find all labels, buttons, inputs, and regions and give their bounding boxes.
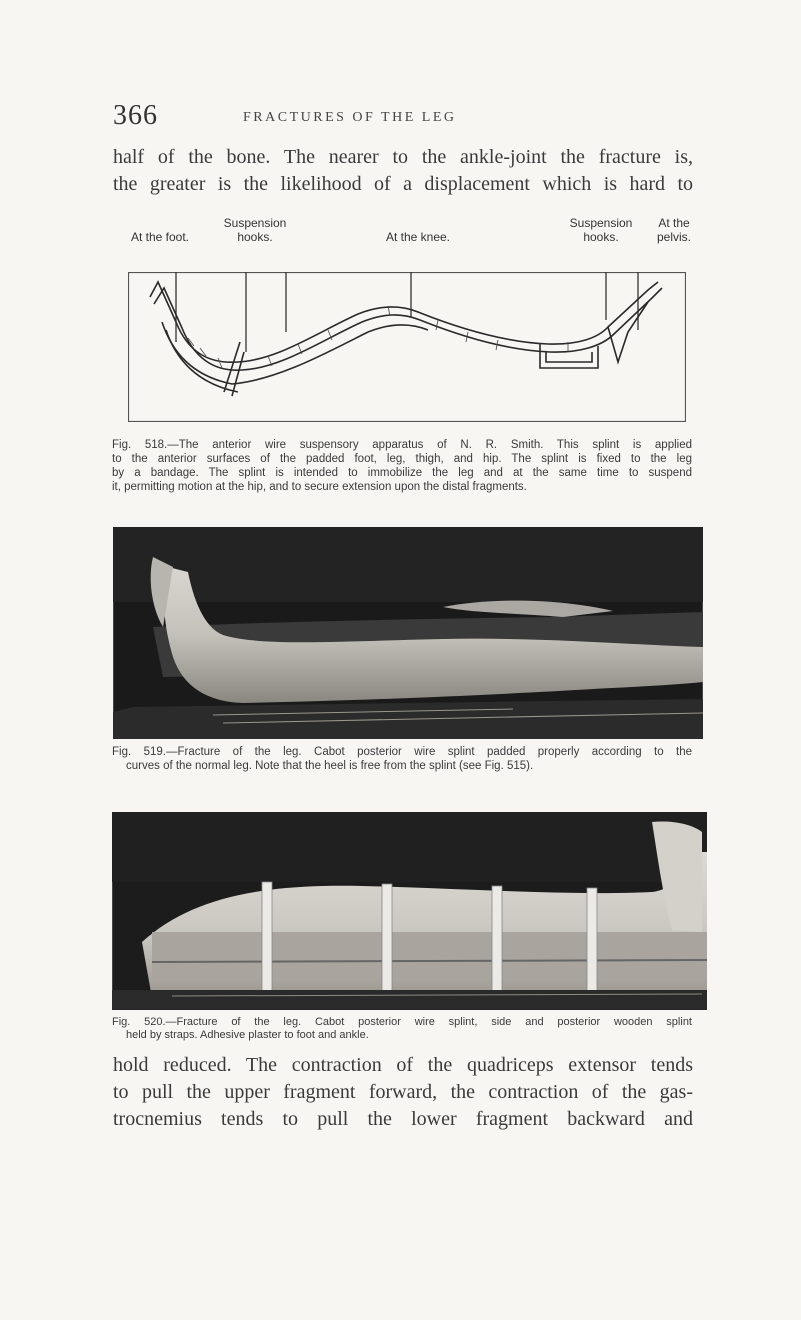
caption-line: curves of the normal leg. Note that the heel is free from the splint (see Fig. 515). (126, 760, 534, 772)
figure-518-frame (129, 273, 686, 422)
body-line: hold reduced. The contraction of the quadriceps extensor tends (113, 1054, 693, 1076)
label-suspension-hooks-right: Suspension hooks. (569, 216, 633, 244)
figure-519-photo (113, 527, 703, 739)
page-number: 366 (113, 100, 158, 131)
caption-line: to the anterior surfaces of the padded foot, leg, thigh, and hip. The splint is fixed to the leg (112, 453, 692, 465)
wire-splint (150, 282, 662, 396)
body-paragraph-bottom (113, 1052, 693, 1133)
caption-line: it, permitting motion at the hip, and to secure extension upon the distal fragments. (112, 481, 527, 493)
caption-line: Fig. 518.—The anterior wire suspensory apparatus of N. R. Smith. This splint is applied (112, 439, 692, 451)
figure-519-caption (112, 745, 692, 773)
caption-line: Fig. 520.—Fracture of the leg. Cabot posterior wire splint, side and posterior wooden splint (112, 1016, 692, 1028)
suspension-lines (176, 272, 638, 352)
body-paragraph-top (113, 144, 693, 198)
body-line: the greater is the likelihood of a displacement which is hard to (113, 173, 693, 195)
label-at-the-pelvis: At the pelvis. (656, 216, 691, 244)
figure-520-caption (112, 1016, 692, 1042)
page-header (113, 100, 693, 130)
figure-518-caption (112, 438, 692, 494)
figure-518-labels (113, 216, 713, 276)
body-line: trocnemius tends to pull the lower fragment backward and (113, 1108, 693, 1130)
splint-crossbars (188, 306, 568, 368)
caption-line: held by straps. Adhesive plaster to foot and ankle. (126, 1029, 369, 1041)
caption-line: by a bandage. The splint is intended to immobilize the leg and at the same time to suspend (112, 467, 692, 479)
label-at-the-foot: At the foot. (130, 230, 190, 244)
running-title: FRACTURES OF THE LEG (243, 110, 457, 125)
label-suspension-hooks-left: Suspension hooks. (223, 216, 287, 244)
caption-line: Fig. 519.—Fracture of the leg. Cabot posterior wire splint padded properly according to the (112, 746, 692, 758)
label-at-the-knee: At the knee. (385, 230, 451, 244)
body-line: half of the bone. The nearer to the ankle-joint the fracture is, (113, 146, 693, 168)
figure-518-splint-diagram (128, 272, 686, 422)
body-line: to pull the upper fragment forward, the contraction of the gas- (113, 1081, 693, 1103)
figure-520-photo (112, 812, 707, 1010)
